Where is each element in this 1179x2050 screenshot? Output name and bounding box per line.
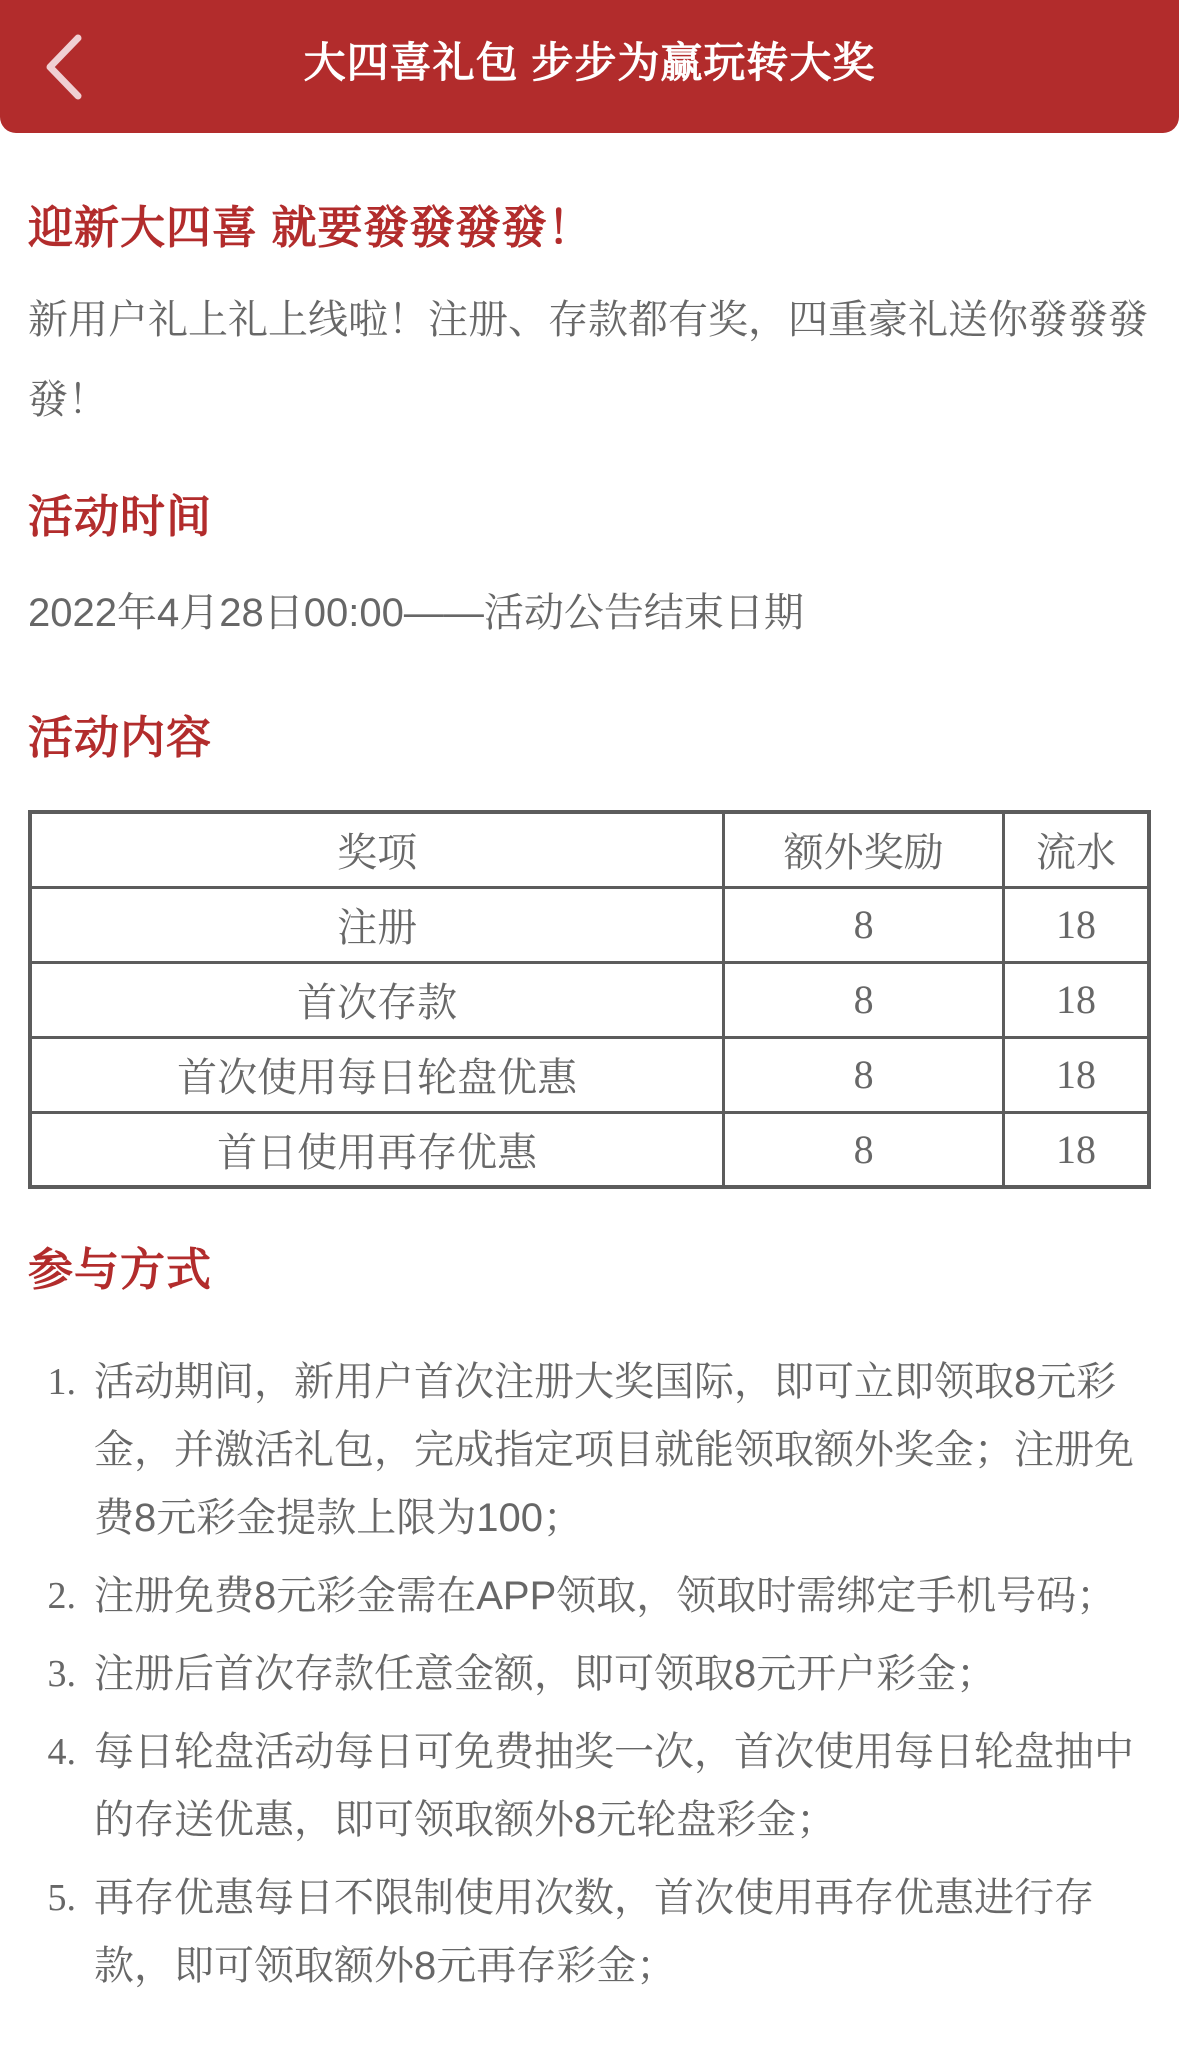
table-cell-turnover: 18 — [1004, 887, 1149, 962]
intro-heading: 迎新大四喜 就要發發發發！ — [28, 202, 594, 253]
table-row — [30, 887, 1149, 962]
back-button[interactable] — [42, 0, 132, 133]
promo-content — [0, 191, 1179, 2050]
list-item-number: 4. — [47, 1731, 76, 1773]
table-cell-turnover: 18 — [1004, 1112, 1149, 1187]
table-cell-prize: 首日使用再存优惠 — [30, 1112, 724, 1187]
join-heading: 参与方式 — [28, 1244, 213, 1295]
table-cell-turnover: 18 — [1004, 1037, 1149, 1112]
table-cell-bonus: 8 — [724, 962, 1004, 1037]
table-row — [30, 1037, 1149, 1112]
list-item-text: 每日轮盘活动每日可免费抽奖一次，首次使用每日轮盘抽中的存送优惠，即可领取额外8元轮盘彩金； — [94, 1730, 1134, 1842]
table-cell-bonus: 8 — [724, 1112, 1004, 1187]
list-item — [28, 1562, 1151, 1630]
table-cell-bonus: 8 — [724, 887, 1004, 962]
table-row — [30, 1112, 1149, 1187]
table-cell-bonus: 8 — [724, 1037, 1004, 1112]
list-item — [28, 1864, 1151, 2000]
list-item-text: 注册后首次存款任意金额，即可领取8元开户彩金； — [94, 1652, 997, 1696]
rules-list — [28, 1348, 1151, 2000]
rewards-table-body — [30, 887, 1149, 1187]
header — [0, 0, 1179, 133]
table-cell-prize: 注册 — [30, 887, 724, 962]
list-item-text: 活动期间，新用户首次注册大奖国际，即可立即领取8元彩金，并激活礼包，完成指定项目就能领取额外奖金；注册免费8元彩金提款上限为100； — [94, 1360, 1134, 1540]
table-header-row — [30, 812, 1149, 887]
list-item-number: 2. — [47, 1575, 76, 1617]
list-item — [28, 1348, 1151, 1552]
list-item-number: 5. — [47, 1877, 76, 1919]
list-item-text: 注册免费8元彩金需在APP领取，领取时需绑定手机号码； — [94, 1574, 1117, 1618]
rewards-table — [28, 810, 1151, 1189]
list-item — [28, 1718, 1151, 1854]
time-paragraph: 2022年4月28日00:00——活动公告结束日期 — [28, 591, 804, 635]
list-item-number: 1. — [47, 1361, 76, 1403]
list-item-text: 再存优惠每日不限制使用次数，首次使用再存优惠进行存款，即可领取额外8元再存彩金； — [94, 1876, 1094, 1988]
table-cell-prize: 首次存款 — [30, 962, 724, 1037]
table-cell-turnover: 18 — [1004, 962, 1149, 1037]
time-heading: 活动时间 — [28, 491, 213, 542]
table-cell-prize: 首次使用每日轮盘优惠 — [30, 1037, 724, 1112]
page-title: 大四喜礼包 步步为赢玩转大奖 — [303, 38, 876, 86]
table-row — [30, 962, 1149, 1037]
rewards-table-head — [30, 812, 1149, 887]
content-heading: 活动内容 — [28, 712, 213, 763]
table-header-prize: 奖项 — [30, 812, 724, 887]
list-item-number: 3. — [47, 1653, 76, 1695]
table-header-bonus: 额外奖励 — [724, 812, 1004, 887]
intro-paragraph: 新用户礼上礼上线啦！注册、存款都有奖，四重豪礼送你發發發發！ — [28, 298, 1148, 422]
table-header-turnover: 流水 — [1004, 812, 1149, 887]
chevron-left-icon — [42, 31, 86, 103]
list-item — [28, 1640, 1151, 1708]
